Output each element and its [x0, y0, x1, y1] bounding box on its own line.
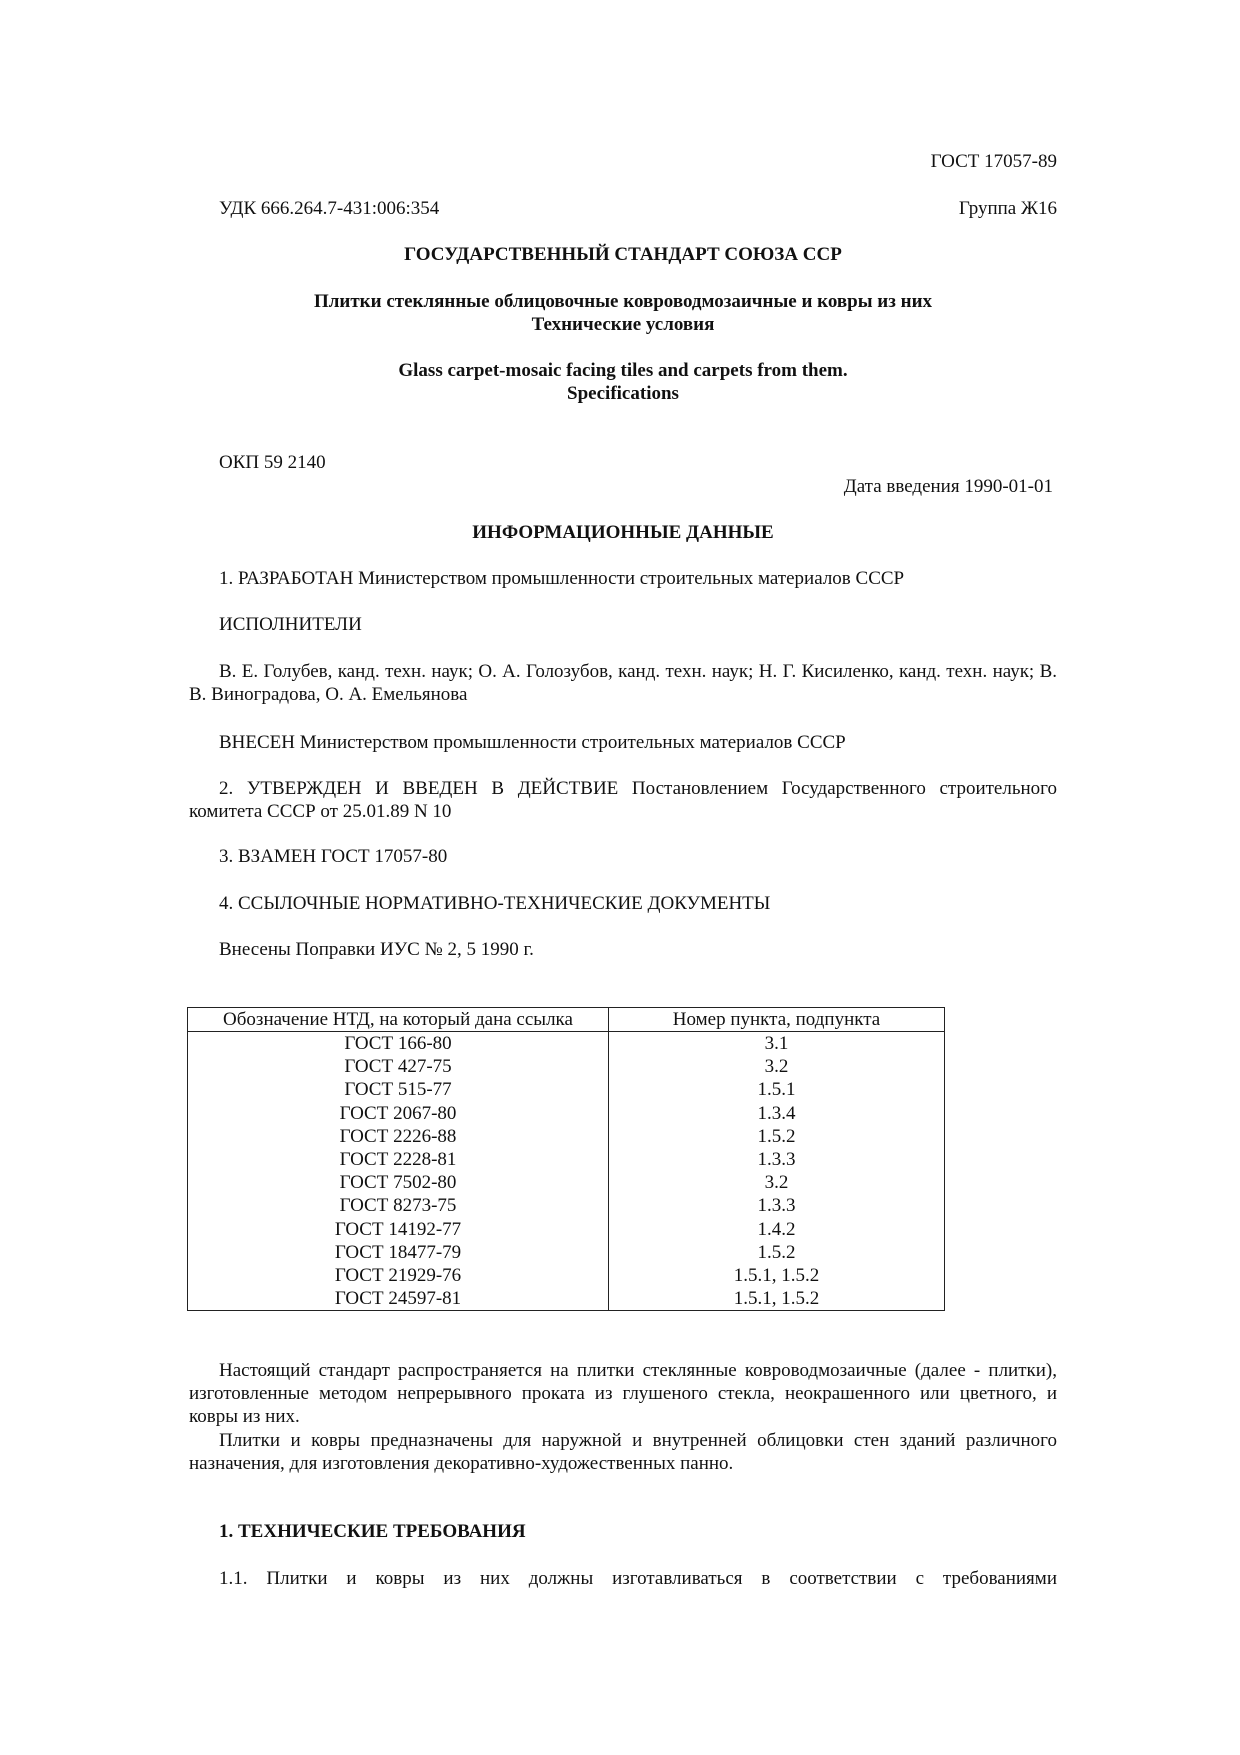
effective-date: Дата введения 1990-01-01	[843, 476, 1053, 497]
cell-clause: 1.5.2	[609, 1241, 945, 1264]
section-1-heading: 1. ТЕХНИЧЕСКИЕ ТРЕБОВАНИЯ	[219, 1521, 526, 1542]
cell-clause: 1.3.3	[609, 1148, 945, 1171]
table-row	[188, 1241, 945, 1264]
cell-clause: 1.5.2	[609, 1125, 945, 1148]
table-row	[188, 1055, 945, 1078]
cell-designation: ГОСТ 7502-80	[188, 1171, 609, 1194]
info-heading: ИНФОРМАЦИОННЫЕ ДАННЫЕ	[472, 522, 774, 543]
table-row	[188, 1287, 945, 1311]
cell-clause: 3.2	[609, 1055, 945, 1078]
intro-paragraph-2: Плитки и ковры предназначены для наружной и внутренней облицовки стен зданий различного назначения, для изготовления декоративно-художественных панно.	[189, 1430, 1057, 1474]
cell-clause: 3.1	[609, 1032, 945, 1056]
info-executors: В. Е. Голубев, канд. техн. наук; О. А. Голозубов, канд. техн. наук; Н. Г. Кисиленко, канд. техн. наук; В. В. Виноградова, О. А. Емельянова	[189, 661, 1057, 705]
table-row	[188, 1171, 945, 1194]
table-row	[188, 1102, 945, 1125]
intro-paragraph-1: Настоящий стандарт распространяется на плитки стеклянные ковроводмозаичные (далее - плитки), изготовленные методом непрерывного проката из глушеного стекла, неокрашенного или цветного, и ковры из них.	[189, 1360, 1057, 1427]
cell-designation: ГОСТ 2228-81	[188, 1148, 609, 1171]
info-references: 4. ССЫЛОЧНЫЕ НОРМАТИВНО-ТЕХНИЧЕСКИЕ ДОКУМЕНТЫ	[219, 893, 771, 914]
table-row	[188, 1218, 945, 1241]
cell-clause: 1.5.1, 1.5.2	[609, 1264, 945, 1287]
cell-clause: 3.2	[609, 1171, 945, 1194]
cell-designation: ГОСТ 2067-80	[188, 1102, 609, 1125]
info-executors-label: ИСПОЛНИТЕЛИ	[219, 614, 362, 635]
udk-code: УДК 666.264.7-431:006:354	[219, 198, 440, 219]
info-approved: 2. УТВЕРЖДЕН И ВВЕДЕН В ДЕЙСТВИЕ Постановлением Государственного строительного комитета СССР от 25.01.89 N 10	[189, 778, 1057, 822]
info-amendments: Внесены Поправки ИУС № 2, 5 1990 г.	[219, 939, 534, 960]
cell-designation: ГОСТ 14192-77	[188, 1218, 609, 1241]
table-row	[188, 1264, 945, 1287]
title-ru-line1: Плитки стеклянные облицовочные ковроводмозаичные и ковры из них	[313, 291, 933, 312]
table-header-designation: Обозначение НТД, на который дана ссылка	[188, 1008, 609, 1032]
clause-1-1: 1.1. Плитки и ковры из них должны изготавливаться в соответствии с требованиями	[219, 1568, 1057, 1589]
cell-clause: 1.5.1	[609, 1078, 945, 1101]
standard-title: ГОСУДАРСТВЕННЫЙ СТАНДАРТ СОЮЗА ССР	[404, 244, 842, 265]
info-developed: 1. РАЗРАБОТАН Министерством промышленности строительных материалов СССР	[219, 568, 905, 589]
cell-designation: ГОСТ 515-77	[188, 1078, 609, 1101]
info-submitted: ВНЕСЕН Министерством промышленности строительных материалов СССР	[219, 732, 846, 753]
cell-clause: 1.5.1, 1.5.2	[609, 1287, 945, 1311]
table-row	[188, 1078, 945, 1101]
cell-designation: ГОСТ 2226-88	[188, 1125, 609, 1148]
title-en-line1: Glass carpet-mosaic facing tiles and carpets from them.	[398, 360, 848, 381]
doc-number: ГОСТ 17057-89	[930, 151, 1057, 172]
references-table	[187, 1007, 945, 1311]
cell-designation: ГОСТ 8273-75	[188, 1194, 609, 1217]
table-row	[188, 1194, 945, 1217]
title-ru-line2: Технические условия	[531, 314, 715, 335]
title-en-line2: Specifications	[567, 383, 679, 404]
table-row	[188, 1148, 945, 1171]
cell-designation: ГОСТ 18477-79	[188, 1241, 609, 1264]
cell-designation: ГОСТ 427-75	[188, 1055, 609, 1078]
cell-designation: ГОСТ 166-80	[188, 1032, 609, 1056]
cell-designation: ГОСТ 24597-81	[188, 1287, 609, 1311]
info-replaces: 3. ВЗАМЕН ГОСТ 17057-80	[219, 846, 448, 867]
cell-clause: 1.3.4	[609, 1102, 945, 1125]
okp-code: ОКП 59 2140	[219, 452, 326, 473]
group-code: Группа Ж16	[958, 198, 1057, 219]
cell-clause: 1.3.3	[609, 1194, 945, 1217]
table-row	[188, 1032, 945, 1056]
table-row	[188, 1125, 945, 1148]
cell-designation: ГОСТ 21929-76	[188, 1264, 609, 1287]
table-header-clause: Номер пункта, подпункта	[609, 1008, 945, 1032]
cell-clause: 1.4.2	[609, 1218, 945, 1241]
